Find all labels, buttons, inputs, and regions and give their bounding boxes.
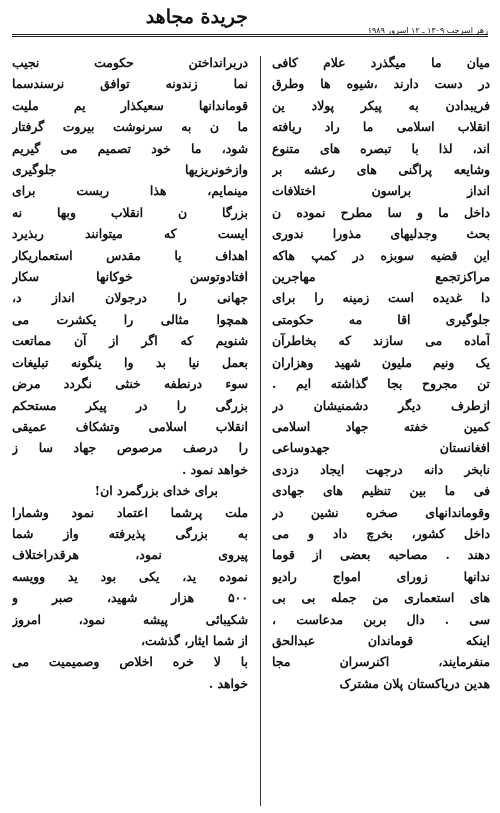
text-line: شنویم که اگر از آن مماتعت bbox=[12, 333, 248, 349]
text-line: مراکزتجمع مهاجرین bbox=[272, 269, 490, 285]
text-line: داخل کشور، بخرچ داد و می bbox=[272, 525, 490, 541]
text-line: کمین خفته جهاد اسلامی bbox=[272, 418, 490, 434]
text-line: شود، ما خود تصمیم می گیریم bbox=[12, 140, 248, 156]
text-line: اند، لذا با تبصره های متنوع bbox=[272, 140, 490, 156]
text-line: نما زندونه توافق نرسندسما bbox=[12, 76, 248, 92]
left-column-continuation bbox=[12, 502, 248, 695]
article-column-right bbox=[272, 52, 490, 694]
column-divider bbox=[260, 56, 261, 806]
text-line: سی . دال بربن مدعاست ، bbox=[272, 611, 490, 627]
text-line: شکیبائی پیشه نمود، امروز bbox=[12, 611, 248, 627]
text-line: سوء درنطفه خنثی نگردد مرض bbox=[12, 376, 248, 392]
text-line: تن مجروح بجا گذاشته ایم . bbox=[272, 376, 490, 392]
newspaper-name: جريدة مجاهد bbox=[145, 6, 248, 28]
text-line: خواهد نمود . bbox=[181, 461, 248, 477]
text-line: بعمل نیا بد وا ینگونه تبلیغات bbox=[12, 354, 248, 370]
text-line: نابخر دانه درجهت ایجاد دزدی bbox=[272, 461, 490, 477]
text-line: یک ونیم ملیون شهید وهزاران bbox=[272, 354, 490, 370]
text-line: انداز براسون اختلافات bbox=[272, 183, 490, 199]
text-line: را درصف مرصوص جهاد سا ز bbox=[12, 440, 248, 456]
masthead bbox=[12, 4, 488, 37]
text-line: فی ما بین تنظیم های جهادی bbox=[272, 483, 490, 499]
text-line: منفرمایند، اکنرسران مجا bbox=[272, 654, 490, 670]
text-line: فریبدادن به پیکر پولاد ین bbox=[272, 97, 490, 113]
text-line: این قضیه سوبزه در کمپ هاکه bbox=[272, 247, 490, 263]
text-line: داخل ما و سا مطرح نموده ن bbox=[272, 204, 490, 220]
article-column-left bbox=[12, 52, 248, 694]
text-line: همچوا مثالی را یکشرت می bbox=[12, 311, 248, 327]
issue-date: زهر اسرجب ۱۳۰۹ ـ ۱۲ اسرور ۱۹۸۹ bbox=[367, 26, 488, 35]
text-line: های استعماری من جمله بی بی bbox=[272, 590, 490, 606]
text-line: بحث وجدلیهای مذورا ندوری bbox=[272, 226, 490, 242]
text-line: ملت پرشما اعتماد نمود وشمارا bbox=[12, 504, 248, 520]
text-line: نموده ید، یکی بود ید وویسه bbox=[12, 568, 248, 584]
left-column-body bbox=[12, 52, 248, 480]
text-line: افتادوتوسن خوکانها سکار bbox=[12, 269, 248, 285]
text-line: هدین دریاکستان پلان مشترک bbox=[339, 675, 490, 691]
text-line: با لا خره اخلاص وصمیمیت می bbox=[12, 654, 248, 670]
text-line: مینمایم، هذا ربست برای bbox=[12, 183, 248, 199]
text-line: وازخونریزیها جلوگیری bbox=[12, 162, 248, 178]
text-line: در دست دارند ،شیوه ها وطرق bbox=[272, 76, 490, 92]
text-line: خواهد . bbox=[208, 675, 248, 691]
text-line: انقلاب اسلامی ما راد ریافته bbox=[272, 119, 490, 135]
text-line: بزرگی را در پیکر مستحکم bbox=[12, 397, 248, 413]
text-line: میان ما میگذرد علام کافی bbox=[272, 55, 490, 70]
text-line: بزرگا ن انقلاب وبها نه bbox=[12, 204, 248, 220]
text-line: اینکه قوماندان عبدالحق bbox=[272, 632, 490, 648]
text-line: جلوگیری اقا مه حکومتی bbox=[272, 311, 490, 327]
text-line: ازطرف دیگر دشمنیشان در bbox=[272, 397, 490, 413]
text-line: از شما ایثار، گذشت، bbox=[140, 632, 248, 648]
text-line: افغانستان جهدوساعی bbox=[272, 440, 490, 456]
text-line: جهانی را درجولان انداز د، bbox=[12, 290, 248, 306]
text-line: دهند . مصاحبه بعضی از قوما bbox=[272, 547, 490, 563]
text-line: وشایعه پراگنی های رعشه بر bbox=[272, 162, 490, 178]
text-line: ایست که میتوانند ربذیرد bbox=[12, 226, 248, 242]
text-line: به بزرگی پذیرفته واز شما bbox=[12, 525, 248, 541]
text-line: آماده می سازند که بخاطرآن bbox=[272, 333, 490, 349]
text-line: انقلاب اسلامی وتشکاف عمیقی bbox=[12, 418, 248, 434]
section-subheading: برای خدای بزرگمرد ان! bbox=[94, 483, 218, 499]
text-line: ۵۰۰ هزار شهید، صبر و bbox=[12, 590, 248, 606]
text-line: ندانها زورای امواج رادیو bbox=[272, 568, 490, 584]
text-line: پیروی نمود، هرقدراختلاف bbox=[12, 547, 248, 563]
text-line: ما ن به سرنوشت بیروت گرفتار bbox=[12, 119, 248, 135]
text-line: اهداف یا مقدس استعماریکار bbox=[12, 247, 248, 263]
text-line: دا غدیده است زمینه را برای bbox=[272, 290, 490, 306]
text-line: وقوماندانهای صخره نشین در bbox=[272, 504, 490, 520]
text-line: قوماندانها سعیکذار یم ملیت bbox=[12, 97, 248, 113]
text-line: دربرانداختن حکومت نجیب bbox=[12, 55, 248, 70]
